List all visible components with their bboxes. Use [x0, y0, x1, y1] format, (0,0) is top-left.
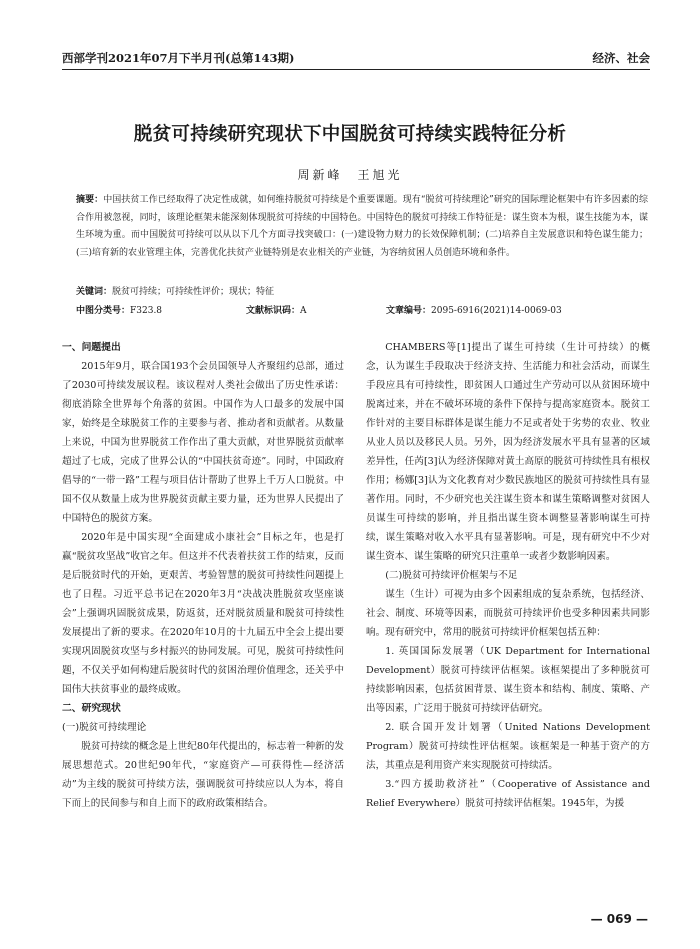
keywords-label: 关键词： — [76, 287, 113, 297]
section-name: 经济、社会 — [592, 51, 650, 65]
paragraph: 3.“四方援助救济社”（Cooperative of Assistance and Relief Everywhere）脱贫可持续评估框架。1945年，为援 — [366, 779, 650, 809]
running-header — [62, 44, 650, 70]
keywords — [76, 284, 648, 302]
doc-code-value: A — [300, 306, 307, 316]
article-meta — [76, 303, 648, 316]
doc-code-field — [246, 303, 386, 316]
paragraph: 1. 英国国际发展署（UK Department for International Development）脱贫可持续评估框架。该框架提出了多种脱贫可持续影响因素，包括贫困背景、谋生资本和结构、制度、策略、产出等因素，广泛用于脱贫可持续评估研究。 — [366, 646, 650, 714]
left-column — [62, 338, 344, 813]
subsection-heading: (一)脱贫可持续理论 — [62, 722, 147, 733]
paragraph: 2. 联合国开发计划署（United Nations Development Program）脱贫可持续性评估框架。该框架是一种基于资产的方法，其重点是利用资产来实现脱贫可持续活。 — [366, 722, 650, 771]
article-number-field — [386, 303, 562, 316]
paragraph: 2015年9月，联合国193个会员国领导人齐聚纽约总部，通过了2030可持续发展议程。该议程对人类社会做出了历史性承诺：彻底消除全世界每个角落的贫困。中国作为人口最多的发展中国家，始终是全球脱贫工作的主要参与者、推动者和贡献者。从数量上来说，中国为世界脱贫工作作出了重大贡献，对世界脱贫贡献率超过了七成，完成了世界公认的“中国扶贫奇迹”。同时，中国政府倡导的“一带一路”工程与项目估计帮助了世界上千万人口脱贫。中国不仅从数量上成为世界脱贫贡献主要力量，还为世界人民提出了中国特色的脱贫方案。 — [62, 361, 344, 524]
article-number-value: 2095-6916(2021)14-0069-03 — [431, 306, 562, 316]
clc-label: 中图分类号： — [76, 306, 131, 316]
page-number: — 069 — — [590, 912, 648, 926]
paragraph: 2020年是中国实现“全面建成小康社会”目标之年，也是打赢“脱贫攻坚战”收官之年。但这并不代表着扶贫工作的结束，反而是后脱贫时代的开始，更艰苦、考验智慧的脱贫可持续性问题提上也了日程。习近平总书记在2020年3月“决战决胜脱贫攻坚座谈会”上强调巩固脱贫成果，防返贫，还对脱贫质量和脱贫可持续性发展提出了新的要求。在2020年10月的十九届五中全会上提出要实现巩固脱贫攻坚与乡村振兴的协同发展。可见，脱贫可持续性问题，不仅关乎如何构建后脱贫时代的贫困治理价值理念，还关乎中国伟大扶贫事业的最终成败。 — [62, 532, 344, 695]
doc-code-label: 文献标识码： — [246, 306, 301, 316]
section-heading-intro: 一、问题提出 — [62, 342, 121, 353]
clc-value: F323.8 — [130, 306, 163, 316]
clc-field — [76, 303, 246, 316]
abstract — [76, 192, 648, 262]
paragraph: CHAMBERS等[1]提出了谋生可持续（生计可持续）的概念，认为谋生手段取决于经济支持、生活能力和社会活动，而谋生手段应具有可持续性，即贫困人口通过生产劳动可以从贫困环境中脱离过来，并在不破坏环境的条件下保持与提高家庭资本。脱贫工作针对的主要目标群体是谋生能力不足或者处于劣势的农业、牧业从业人员以及移民人员。另外，因为经济发展水平具有显著的区域差异性，任芮[3]认为经济保障对黄土高原的脱贫可持续性具有根权作用；杨娜[3]认为文化教育对少数民族地区的脱贫可持续性具有显著作用。同时，不少研究也关注谋生资本和谋生策略调整对贫困人员谋生可持续的影响，并且指出谋生资本调整显著影响谋生可持续，谋生策略对收入水平具有显著影响。可是，现有研究中不少对谋生资本、谋生策略的研究只注重单一或者少数影响因素。 — [366, 342, 650, 562]
right-column — [366, 338, 650, 813]
paragraph: 脱贫可持续的概念是上世纪80年代提出的，标志着一种新的发展思想范式。20世纪90年代，“家庭资产—可获得性—经济活动”为主线的脱贫可持续方法，强调脱贫可持续应以人为本，将自下而上的民间参与和自上而下的政府政策相结合。 — [62, 741, 344, 809]
authors: 周新峰 王旭光 — [297, 168, 403, 182]
journal-info: 西部学刊2021年07月下半月刊(总第143期) — [62, 51, 295, 65]
abstract-label: 摘要： — [76, 195, 104, 205]
subsection-heading: (二)脱贫可持续评价框架与不足 — [385, 570, 518, 581]
paragraph: 谋生（生计）可视为由多个因素组成的复杂系统，包括经济、社会、制度、环境等因素，而脱贫可持续评价也受多种因素共同影响。现有研究中，常用的脱贫可持续评价框架包括五种： — [366, 589, 650, 638]
article-number-label: 文章编号： — [386, 306, 432, 316]
article-title: 脱贫可持续研究现状下中国脱贫可持续实践特征分析 — [133, 124, 567, 145]
keywords-text: 脱贫可持续；可持续性评价；现状；特征 — [112, 287, 275, 297]
section-heading-status: 二、研究现状 — [62, 703, 121, 714]
abstract-text: 中国扶贫工作已经取得了决定性成就，如何维持脱贫可持续是个重要课题。现有“脱贫可持续理论”研究的国际理论框架中有许多因素的综合作用被忽视，同时，该理论框架未能深刻体现脱贫可持续的中国特色。中国特色的脱贫可持续工作特征是：谋生资本为根，谋生技能为本，谋生环境为重。而中国脱贫可持续可以从以下几个方面寻找突破口：(一)建设物力财力的长效保障机制；(二)培养自主发展意识和特色谋生能力；(三)培育新的农业管理主体，完善优化扶贫产业链特别是农业相关的产业链，为容纳贫困人员创造环境和条件。 — [76, 195, 648, 258]
